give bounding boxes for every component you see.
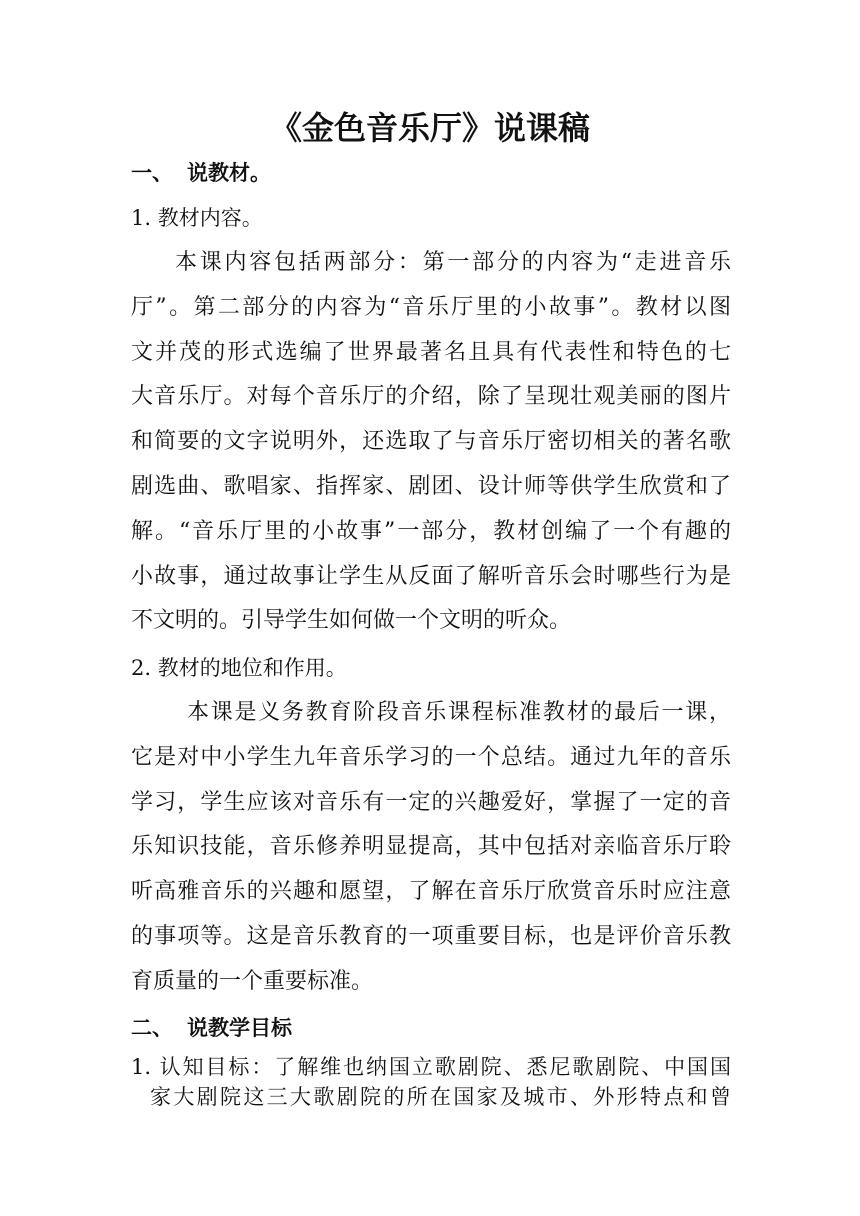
objective-list: [131, 1052, 731, 1112]
list-item-line: 家大剧院这三大歌剧院的所在国家及城市、外形特点和曾: [150, 1085, 731, 1109]
paragraph-line: 文并茂的形式选编了世界最著名且具有代表性和特色的七: [131, 339, 731, 365]
section-number: 一、: [131, 161, 173, 185]
paragraph-line: 学习，学生应该对音乐有一定的兴趣爱好，掌握了一定的音: [131, 789, 731, 815]
subheading-content: 1. 教材内容。: [131, 206, 263, 230]
paragraph-line: 的事项等。这是音乐教育的一项重要目标，也是评价音乐教: [131, 923, 731, 949]
paragraph-line: 育质量的一个重要标准。: [131, 968, 374, 994]
paragraph-line: 乐知识技能，音乐修养明显提高，其中包括对亲临音乐厅聆: [131, 834, 731, 860]
section-title: 说教材。: [187, 161, 271, 185]
subheading-role: 2. 教材的地位和作用。: [131, 656, 347, 680]
paragraph-line: 和简要的文字说明外，还选取了与音乐厅密切相关的著名歌: [131, 429, 731, 455]
section-title: 说教学目标: [187, 1016, 292, 1040]
paragraph-content: [131, 241, 731, 644]
paragraph-line: 剧选曲、歌唱家、指挥家、剧团、设计师等供学生欣赏和了: [131, 473, 731, 499]
paragraph-line: 大音乐厅。对每个音乐厅的介绍，除了呈现壮观美丽的图片: [131, 384, 731, 410]
section-number: 二、: [131, 1016, 173, 1040]
paragraph-line: 厅”。第二部分的内容为“音乐厅里的小故事”。教材以图: [131, 294, 731, 320]
paragraph-line: 不文明的。引导学生如何做一个文明的听众。: [131, 608, 572, 634]
paragraph-line: 小故事，通过故事让学生从反面了解听音乐会时哪些行为是: [131, 563, 731, 589]
paragraph-role: [131, 691, 731, 1005]
paragraph-line: 它是对中小学生九年音乐学习的一个总结。通过九年的音乐: [131, 744, 731, 770]
paragraph-line: 本课内容包括两部分：第一部分的内容为“走进音乐: [175, 250, 731, 275]
paragraph-line: 听高雅音乐的兴趣和愿望，了解在音乐厅欣赏音乐时应注意: [131, 879, 731, 905]
section-heading-2: [131, 1012, 292, 1044]
document-title: 《金色音乐厅》说课稿: [269, 109, 590, 147]
list-item-line: 1. 认知目标：了解维也纳国立歌剧院、悉尼歌剧院、中国国: [131, 1055, 731, 1079]
paragraph-line: 本课是义务教育阶段音乐课程标准教材的最后一课，: [187, 700, 731, 725]
section-heading-1: [131, 157, 271, 189]
paragraph-line: 解。“音乐厅里的小故事”一部分，教材创编了一个有趣的: [131, 518, 731, 544]
